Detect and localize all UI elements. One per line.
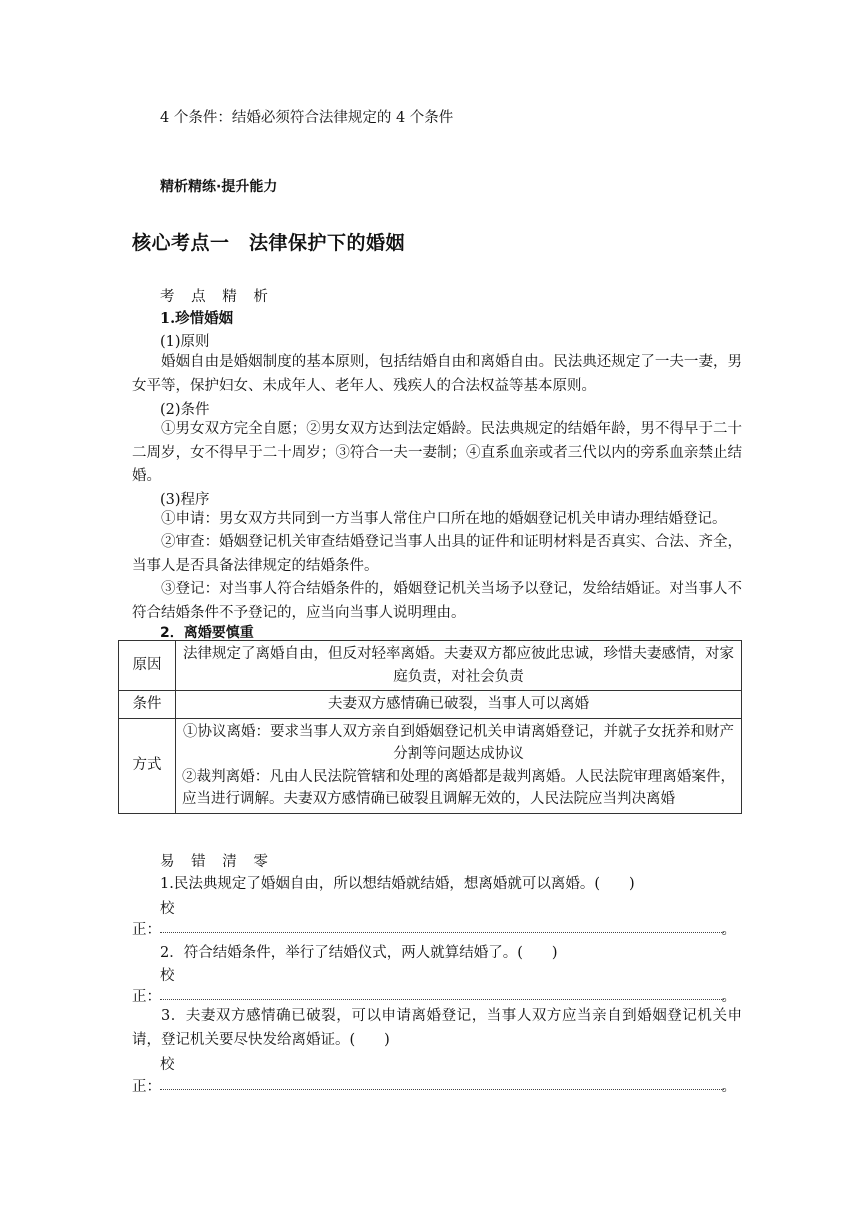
- condition-label: (2)条件: [160, 402, 210, 418]
- procedure-item: ②审查：婚姻登记机关审查结婚登记当事人出具的证件和证明材料是否真实、合法、齐全，当事人是否具备法律规定的结婚条件。: [132, 534, 742, 574]
- row-label: 方式: [119, 718, 176, 813]
- line-end: 。: [721, 922, 736, 938]
- kaodian-label: 考 点 精 析: [160, 289, 274, 305]
- table-row: [119, 691, 742, 719]
- method-judicial: ②裁判离婚：凡由人民法院管辖和处理的离婚都是裁判离婚。人民法院审理离婚案件，应当进行调解。夫妻双方感情确已破裂且调解无效的，人民法院应当判决离婚: [182, 768, 735, 807]
- principle-label: (1)原则: [160, 334, 210, 350]
- row-label: 条件: [119, 691, 176, 719]
- question: 2．符合结婚条件，举行了结婚仪式，两人就算结婚了。( ): [160, 945, 558, 961]
- correction-label: 校: [160, 968, 175, 984]
- row-content: 法律规定了离婚自由，但反对轻率离婚。夫妻双方都应彼此忠诚，珍惜夫妻感情，对家庭负责，对社会负责: [176, 641, 742, 691]
- principle-text: 婚姻自由是婚姻制度的基本原则，包括结婚自由和离婚自由。民法典还规定了一夫一妻，男女平等，保护妇女、未成年人、老年人、残疾人的合法权益等基本原则。: [132, 354, 742, 394]
- correction-line[interactable]: [132, 918, 736, 940]
- correction-label: 校: [160, 901, 175, 917]
- table-row: [119, 718, 742, 813]
- line-end: 。: [721, 989, 736, 1005]
- main-title: 核心考点一 法律保护下的婚姻: [132, 232, 406, 254]
- line-end: 。: [721, 1079, 736, 1095]
- yicuo-label: 易 错 清 零: [160, 854, 274, 870]
- dotted-line: [160, 932, 724, 933]
- dotted-line: [160, 1089, 724, 1090]
- condition-text: ①男女双方完全自愿；②男女双方达到法定婚龄。民法典规定的结婚年龄，男不得早于二十二周岁，女不得早于二十周岁；③符合一夫一妻制；④直系血亲或者三代以内的旁系血亲禁止结婚。: [132, 421, 742, 485]
- intro-line: 4 个条件：结婚必须符合法律规定的 4 个条件: [160, 110, 454, 126]
- part2-heading: 2．离婚要慎重: [160, 625, 254, 641]
- correction-line[interactable]: [132, 1075, 736, 1097]
- part1-heading: 1.珍惜婚姻: [160, 310, 234, 327]
- row-label: 原因: [119, 641, 176, 691]
- question: 1.民法典规定了婚姻自由，所以想结婚就结婚，想离婚就可以离婚。( ): [160, 876, 635, 892]
- row-content: 夫妻双方感情确已破裂，当事人可以离婚: [176, 691, 742, 719]
- dotted-line: [160, 999, 724, 1000]
- correction-label: 正：: [132, 1079, 161, 1095]
- procedure-item: ①申请：男女双方共同到一方当事人常住户口所在地的婚姻登记机关申请办理结婚登记。: [161, 511, 727, 527]
- section-tag: 精析精练·提升能力: [160, 179, 278, 195]
- correction-label: 正：: [132, 989, 161, 1005]
- procedure-label: (3)程序: [160, 492, 210, 508]
- correction-label: 正：: [132, 922, 161, 938]
- question: 3．夫妻双方感情确已破裂，可以申请离婚登记，当事人双方应当亲自到婚姻登记机关申请，登记机关要尽快发给离婚证。( ): [132, 1008, 742, 1048]
- correction-label: 校: [160, 1057, 175, 1073]
- table-row: [119, 641, 742, 691]
- correction-line[interactable]: [132, 985, 736, 1007]
- row-content: [176, 718, 742, 813]
- divorce-table: [118, 640, 742, 814]
- procedure-item: ③登记：对当事人符合结婚条件的，婚姻登记机关当场予以登记，发给结婚证。对当事人不符合结婚条件不予登记的，应当向当事人说明理由。: [132, 581, 742, 621]
- method-agreement: ①协议离婚：要求当事人双方亲自到婚姻登记机关申请离婚登记，并就子女抚养和财产分割等问题达成协议: [183, 723, 734, 762]
